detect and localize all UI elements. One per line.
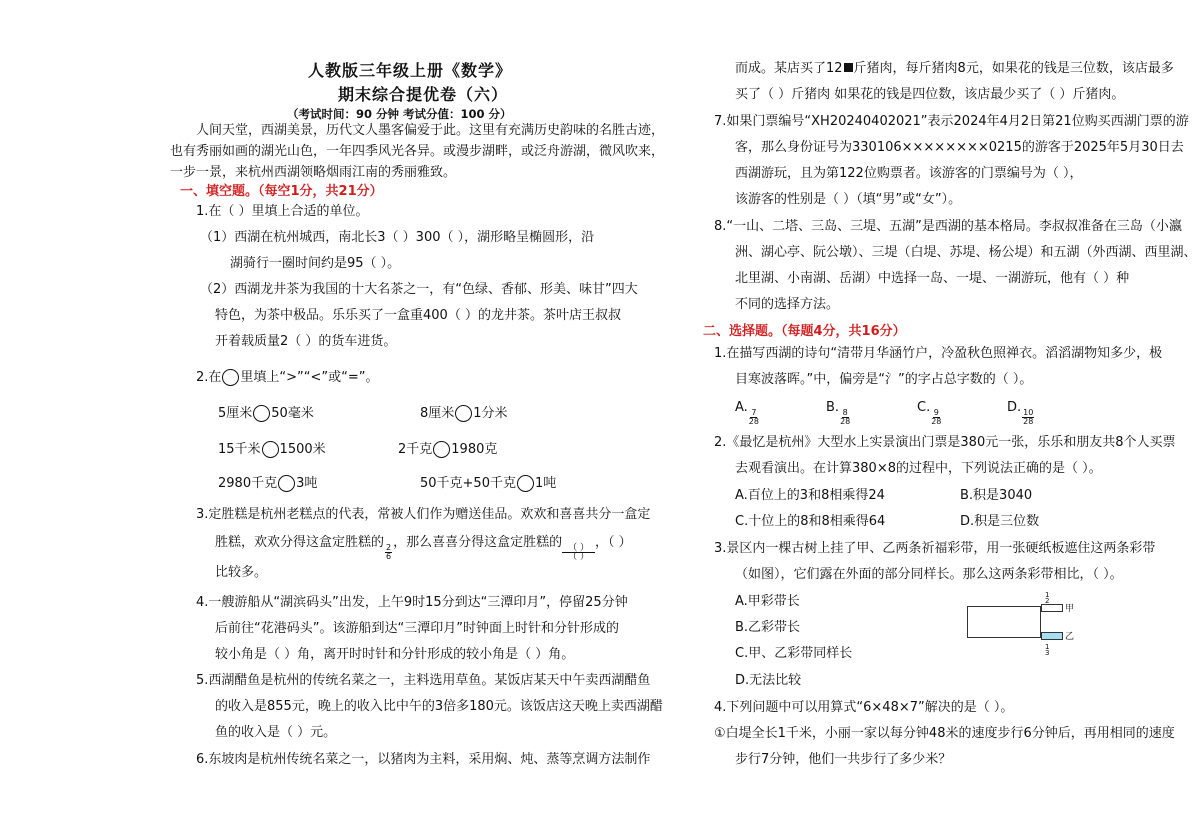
q6-line2-a: 而成。某店买了12 xyxy=(735,61,843,76)
q2-item4-right: 1980克 xyxy=(451,442,498,457)
fraction-numerator: 10 xyxy=(1023,408,1034,417)
q3-line2 xyxy=(215,531,632,561)
answer-circle-icon[interactable] xyxy=(433,441,450,458)
q4-line3: 较小角是（ ）角，离开时时针和分针形成的较小角是（ ）角。 xyxy=(215,647,575,662)
q7-line1: 7.如果门票编号“XH20240402021”表示2024年4月2日第21位购买西湖门票的游 xyxy=(714,114,1189,129)
q7-line2: 客，那么身份证号为330106××××××××0215的游客于2025年5月30日去 xyxy=(735,140,1184,155)
q7-line4: 该游客的性别是（ ）（填“男”或“女”）。 xyxy=(735,192,962,207)
q8-line3: 北里湖、小南湖、岳湖）中选择一岛、一堤、一湖游玩，他有（ ）种 xyxy=(735,271,1130,286)
c3-option-c[interactable]: C.甲、乙彩带同样长 xyxy=(735,646,853,661)
fraction-numerator: 8 xyxy=(842,408,848,417)
option-letter: D. xyxy=(1007,400,1022,415)
q5-line1: 5.西湖醋鱼是杭州的传统名菜之一，主料选用草鱼。某饭店某天中午卖西湖醋鱼 xyxy=(196,673,651,688)
blank-numerator: （ ） xyxy=(562,544,595,553)
q1-part1-line2: 湖骑行一圈时间约是95（ ）。 xyxy=(230,256,401,271)
answer-circle-icon[interactable] xyxy=(455,405,472,422)
c2-line1: 2.《最忆是杭州》大型水上实景演出门票是380元一张，乐乐和朋友共8个人买票 xyxy=(714,435,1176,450)
ribbon-yi xyxy=(1041,632,1063,640)
option-letter: A. xyxy=(735,400,748,415)
label-yi: 乙 xyxy=(1065,632,1075,642)
c2-line2: 去观看演出。在计算380×8的过程中，下列说法正确的是（ ）。 xyxy=(735,461,1102,476)
q3-line3: 比较多。 xyxy=(215,565,268,580)
q8-line2: 洲、湖心亭、阮公墩）、三堤（白堤、苏堤、杨公堤）和五湖（外西湖、西里湖、 xyxy=(735,245,1197,260)
cardboard xyxy=(967,606,1041,638)
page-subtitle: 期末综合提优卷（六） xyxy=(338,85,509,104)
q2-item3-left: 15千米 xyxy=(218,442,261,457)
blank-denominator: （ ） xyxy=(568,552,589,562)
q2-item4-left: 2千克 xyxy=(398,442,433,457)
c3-line2: （如图），它们露在外面的部分同样长。那么这两条彩带相比，（ ）。 xyxy=(735,567,1123,582)
c1-option-b[interactable] xyxy=(826,400,851,426)
answer-circle-icon[interactable] xyxy=(517,475,534,492)
intro-paragraph: 人间天堂，西湖美景，历代文人墨客偏爱于此。这里有充满历史韵味的名胜古迹，也有秀丽如画的湖光山色，一年四季风光各异。或漫步湖畔，或泛舟游湖，微风吹来，一步一景，来杭州西湖领略烟雨江南的秀丽雅致。 xyxy=(170,123,665,180)
q2-item6 xyxy=(420,472,556,492)
c4-option1-line2: 步行7分钟，他们一共步行了多少米？ xyxy=(735,752,952,767)
c2-option-c[interactable]: C.十位上的8和8相乘得64 xyxy=(735,514,886,529)
c4-line1: 4.下列问题中可以用算式“6×48×7”解决的是（ ）。 xyxy=(714,700,1014,715)
q8-line1: 8.“一山、二塔、三岛、三堤、五湖”是西湖的基本格局。李叔叔准备在三岛（小瀛 xyxy=(714,219,1182,234)
q5-line3: 鱼的收入是（ ）元。 xyxy=(215,725,337,740)
c1-option-d[interactable] xyxy=(1007,400,1035,426)
fraction xyxy=(749,409,759,426)
q6-line3: 买了（ ）斤猪肉 如果花的钱是四位数，该店最少买了（ ）斤猪肉。 xyxy=(735,87,1125,102)
c2-option-d[interactable]: D.积是三位数 xyxy=(960,514,1040,529)
q2-stem-pre: 2.在 xyxy=(196,370,222,385)
q2-item5-left: 2980千克 xyxy=(218,476,278,491)
q2-item6-right: 1吨 xyxy=(534,476,557,491)
option-letter: B. xyxy=(826,400,840,415)
fraction-denominator: 6 xyxy=(386,552,392,561)
q2-item1-left: 5厘米 xyxy=(218,406,253,421)
answer-circle-icon[interactable] xyxy=(278,475,295,492)
fig-top-numerator: 1 xyxy=(1045,591,1050,599)
fraction-top-label xyxy=(1045,592,1049,604)
c2-option-b[interactable]: B.积是3040 xyxy=(960,488,1033,503)
section-fill-blank-heading: 一、填空题。（每空1分，共21分） xyxy=(180,184,383,199)
q6-line2 xyxy=(735,57,1174,76)
q3-line2-c: ，（ ） xyxy=(595,535,632,550)
label-jia: 甲 xyxy=(1065,604,1075,614)
q3-line1: 3.定胜糕是杭州老糕点的代表，常被人们作为赠送佳品。欢欢和喜喜共分一盒定 xyxy=(196,507,651,522)
q2-item1 xyxy=(218,402,314,422)
fraction-numerator: 9 xyxy=(933,408,939,417)
c3-option-d[interactable]: D.无法比较 xyxy=(735,673,802,688)
q2-stem-post: 里填上“>”“<”或“=”。 xyxy=(240,370,379,385)
q2-stem xyxy=(196,366,379,386)
c1-line2: 目寒波落晖。”中，偏旁是“氵”的字占总字数的（ ）。 xyxy=(735,372,1033,387)
fraction-numerator: 2 xyxy=(386,543,392,552)
q2-item4 xyxy=(398,438,497,458)
q3-line2-b: ，那么喜喜分得这盒定胜糕的 xyxy=(393,535,563,550)
q1-stem: 1.在（ ）里填上合适的单位。 xyxy=(196,204,369,219)
q2-item2-right: 1分米 xyxy=(473,406,508,421)
fraction xyxy=(1022,409,1034,426)
q8-line4: 不同的选择方法。 xyxy=(735,297,840,312)
c1-option-c[interactable] xyxy=(917,400,942,426)
black-square-icon xyxy=(844,63,853,72)
c3-line1: 3.景区内一棵古树上挂了甲、乙两条祈福彩带，用一张硬纸板遮住这两条彩带 xyxy=(714,541,1156,556)
fraction-numerator: 7 xyxy=(751,408,757,417)
fraction-bottom-label xyxy=(1045,644,1049,656)
q2-item5 xyxy=(218,472,317,492)
answer-circle-icon[interactable] xyxy=(253,405,270,422)
q2-item5-right: 3吨 xyxy=(296,476,318,491)
ribbon-figure xyxy=(965,592,1080,656)
fraction xyxy=(840,409,850,426)
fraction-denominator: 28 xyxy=(931,417,942,426)
c2-option-a[interactable]: A.百位上的3和8相乘得24 xyxy=(735,488,885,503)
q1-part2-line1: （2）西湖龙井茶为我国的十大名茶之一，有“色绿、香郁、形美、味甘”四大 xyxy=(200,282,638,297)
q2-item2-left: 8厘米 xyxy=(420,406,455,421)
answer-circle-icon[interactable] xyxy=(262,441,279,458)
q4-line2: 后前往“花港码头”。该游船到达“三潭印月”时钟面上时针和分针形成的 xyxy=(215,621,619,636)
c4-option1-line1: ①白堤全长1千米，小丽一家以每分钟48米的速度步行6分钟后，再用相同的速度 xyxy=(714,726,1175,741)
q2-item6-left: 50千克+50千克 xyxy=(420,476,516,491)
q4-line1: 4.一艘游船从“湖滨码头”出发，上午9时15分到达“三潭印月”，停留25分钟 xyxy=(196,595,628,610)
fig-top-denominator: 2 xyxy=(1045,597,1050,605)
fraction-denominator: 28 xyxy=(1023,417,1034,426)
q7-line3: 西湖游玩，且为第122位购票者。该游客的门票编号为（ ）， xyxy=(735,166,1083,181)
c1-option-a[interactable] xyxy=(735,400,760,426)
fraction xyxy=(931,409,941,426)
q2-item3 xyxy=(218,438,326,458)
q3-line2-a: 胜糕，欢欢分得这盒定胜糕的 xyxy=(215,535,385,550)
c3-option-b[interactable]: B.乙彩带长 xyxy=(735,620,801,635)
comparison-circle-icon xyxy=(222,369,239,386)
q1-part2-line3: 开着载质量2（ ）的货车进货。 xyxy=(215,334,397,349)
option-letter: C. xyxy=(917,400,931,415)
fig-bottom-numerator: 1 xyxy=(1045,643,1050,651)
exam-info: （考试时间：90 分钟 考试分值：100 分） xyxy=(287,107,512,121)
fraction-denominator: 28 xyxy=(748,417,759,426)
q6-line1: 6.东坡肉是杭州传统名菜之一，以猪肉为主料，采用焖、炖、蒸等烹调方法制作 xyxy=(196,752,651,767)
q6-line2-b: 斤猪肉，每斤猪肉8元，如果花的钱是三位数，该店最多 xyxy=(853,61,1174,76)
q2-item1-right: 50毫米 xyxy=(271,406,314,421)
q2-item3-right: 1500米 xyxy=(279,442,326,457)
q5-line2: 的收入是855元，晚上的收入比中午的3倍多180元。该饭店这天晚上卖西湖醋 xyxy=(215,699,663,714)
section-choice-heading: 二、选择题。（每题4分，共16分） xyxy=(703,324,906,339)
c3-option-a[interactable]: A.甲彩带长 xyxy=(735,594,800,609)
fraction xyxy=(385,544,392,561)
page-title: 人教版三年级上册《数学》 xyxy=(308,61,513,80)
fraction-denominator: 28 xyxy=(840,417,851,426)
c1-line1: 1.在描写西湖的诗句“清带月华涵竹户，冷盈秋色照禅衣。滔滔湖物知多少，极 xyxy=(714,346,1163,361)
fig-bottom-denominator: 3 xyxy=(1045,649,1050,657)
q2-item2 xyxy=(420,402,508,422)
blank-fraction[interactable] xyxy=(562,544,595,561)
q1-part1-line1: （1）西湖在杭州城西，南北长3（ ）300（ ），湖形略呈椭圆形，沿 xyxy=(200,230,595,245)
ribbon-jia xyxy=(1041,604,1063,612)
q1-part2-line2: 特色，为茶中极品。乐乐买了一盒重400（ ）的龙井茶。茶叶店王叔叔 xyxy=(215,308,621,323)
